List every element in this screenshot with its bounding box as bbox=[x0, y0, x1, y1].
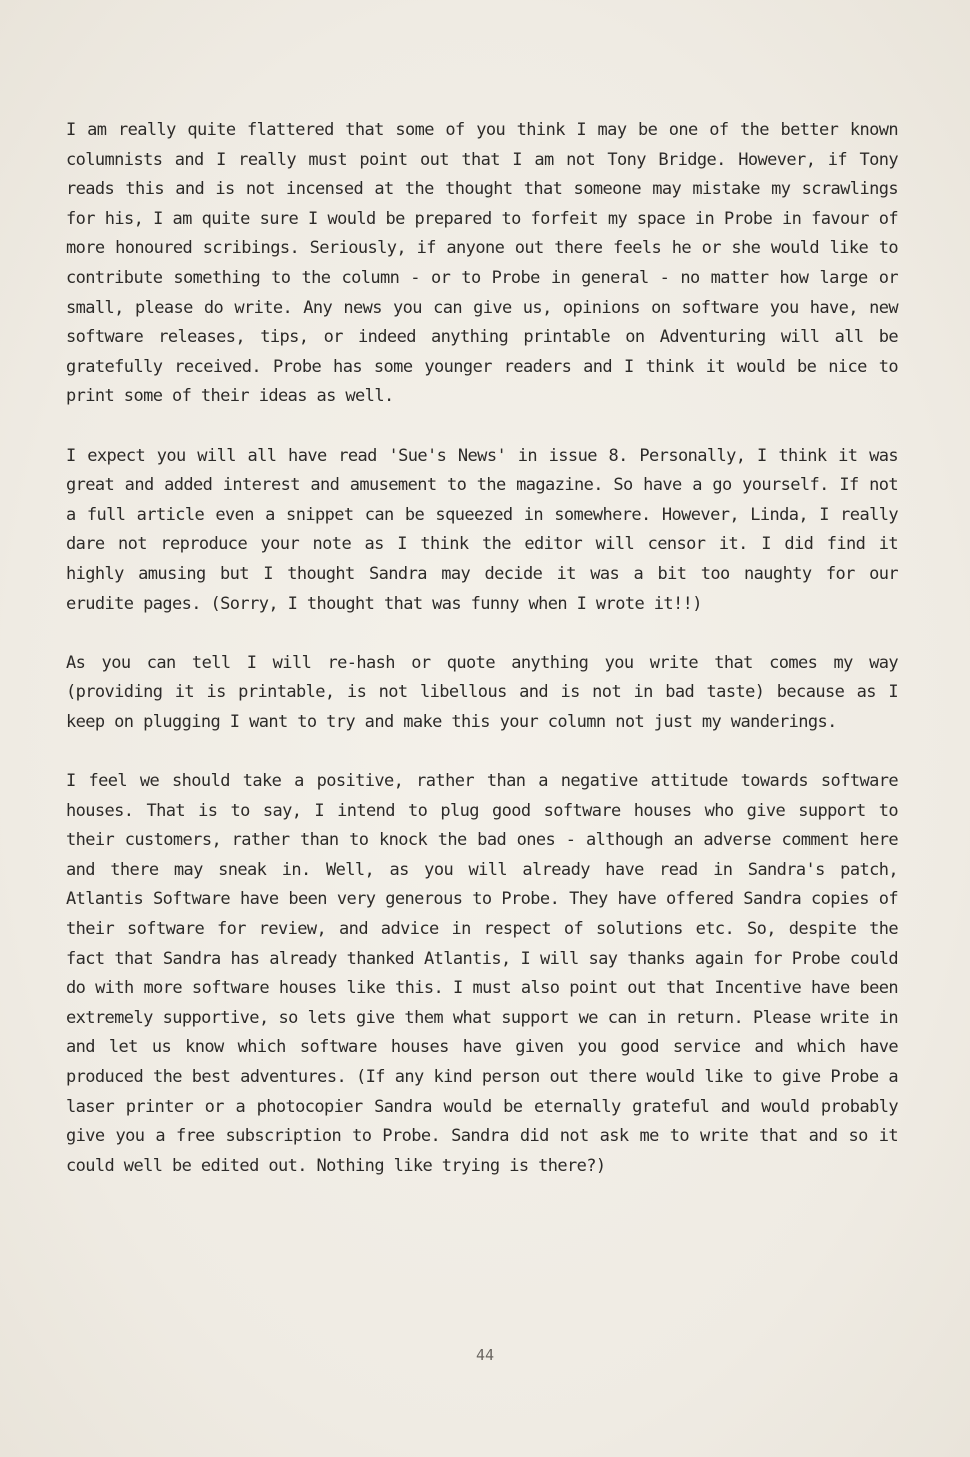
paragraph-sues-news: I expect you will all have read 'Sue's News' in issue 8. Personally, I think it was great and added interest and amusement to the magazine. So have a go yourself. If not a full article even a snippet can be squeezed in somewhere. However, Linda, I really dare not reproduce your note as I think the editor will censor it. I did find it highly amusing but I thought Sandra may decide it was a bit too naughty for our erudite pages. (Sorry, I thought that was funny when I wrote it!!) bbox=[66, 445, 898, 614]
paragraph-software-houses: I feel we should take a positive, rather than a negative attitude towards software houses. That is to say, I intend to plug good software houses who give support to their customers, rather than to knock the bad ones - although an adverse comment here and there may sneak in. Well, as you will already have read in Sandra's patch, Atlantis Software have been very generous to Probe. They have offered Sandra copies of their software for review, and advice in respect of solutions etc. So, despite the fact that Sandra has already thanked Atlantis, I will say thanks again for Probe could do with more software houses like this. I must also point out that Incentive have been extremely supportive, so lets give them what support we can in return. Please write in and let us know which software houses have given you good service and which have produced the best adventures. (If any kind person out there would like to give Probe a laser printer or a photocopier Sandra would be eternally grateful and would probably give you a free subscription to Probe. Sandra did not ask me to write that and so it could well be edited out. Nothing like trying is there?) bbox=[66, 771, 898, 1176]
article-column bbox=[66, 116, 898, 1211]
page-number: 44 bbox=[475, 1346, 495, 1364]
paragraph-contributions: I am really quite flattered that some of you think I may be one of the better known columnists and I really must point out that I am not Tony Bridge. However, if Tony reads this and is not incensed at the thought that someone may mistake my scrawlings for his, I am quite sure I would be prepared to forfeit my space in Probe in favour of more honoured scribings. Seriously, if anyone out there feels he or she would like to contribute something to the column - or to Probe in general - no matter how large or small, please do write. Any news you can give us, opinions on software you have, new software releases, tips, or indeed anything printable on Adventuring will all be gratefully received. Probe has some younger readers and I think it would be nice to print some of their ideas as well. bbox=[66, 120, 898, 407]
paragraph-rehash: As you can tell I will re-hash or quote anything you write that comes my way (providing it is printable, is not libellous and is not in bad taste) because as I keep on plugging I want to try and make this your column not just my wanderings. bbox=[66, 652, 898, 732]
